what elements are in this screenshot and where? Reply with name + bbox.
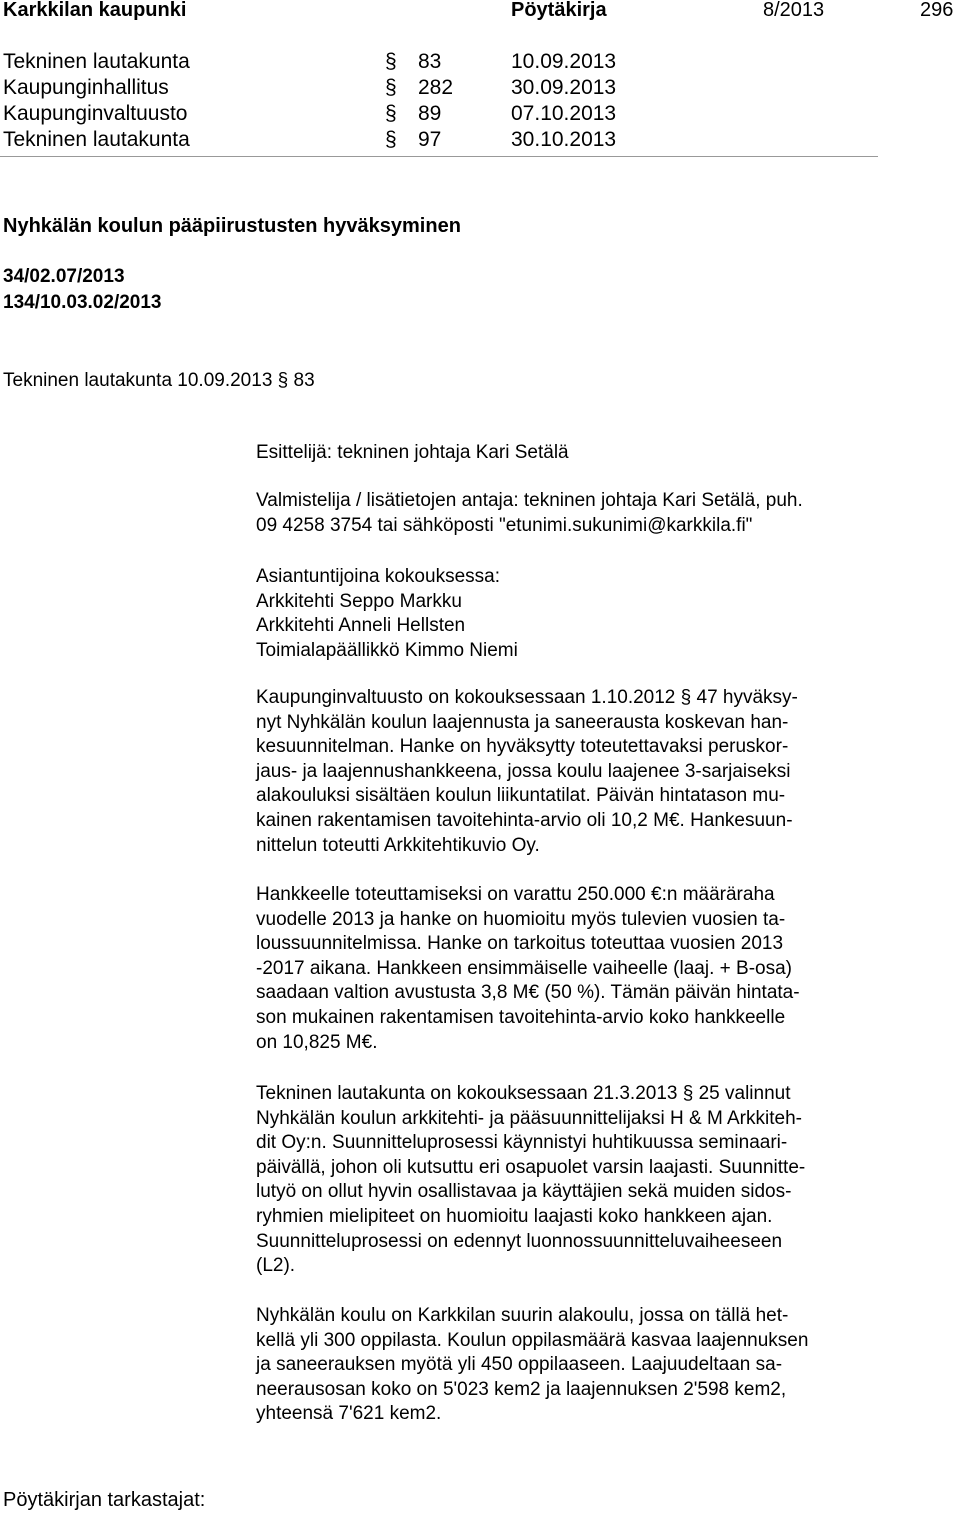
- history-body: Kaupunginvaltuusto: [3, 102, 188, 125]
- section-sign: §: [385, 128, 397, 151]
- body-paragraph: Hankkeelle toteuttamiseksi on varattu 250.000 €:n määräraha vuodelle 2013 ja hanke on huomioitu myös tulevien vuosien ta- loussuunnitelmissa. Hanke on tarkoitus toteuttaa vuosien 2013 -2017 aikana. Hankkeen ensimmäiselle vaiheelle (laaj. + B-osa) saadaan valtion avustusta 3,8 M€ (50 %). Tämän päivän hintata- son mukainen rakentamisen tavoitehinta-arvio koko hankkeelle on 10,825 M€.: [256, 884, 800, 1053]
- history-num: 97: [418, 128, 442, 151]
- section-sign: §: [385, 102, 397, 125]
- reference-number: 34/02.07/2013: [3, 266, 125, 287]
- body-paragraph: Kaupunginvaltuusto on kokouksessaan 1.10.2012 § 47 hyväksy- nyt Nyhkälän koulun laajennusta ja saneerausta koskevan han- kesuunnitelman. Hanke on hyväksytty toteutettavaksi peruskor- jaus- ja laajennushankkeena, jossa koulu laajenee 3-sarjaiseksi alakouluksi sisältäen koulun liikuntatilat. Päivän hintatason mu- kainen rakentamisen tavoitehinta-arvio oli 10,2 M€. Hankesuun- nittelun toteutti Arkkitehtikuvio Oy.: [256, 687, 798, 856]
- history-date: 07.10.2013: [511, 102, 617, 125]
- history-body: Tekninen lautakunta: [3, 50, 190, 73]
- history-row: [3, 127, 883, 153]
- reference-number: 134/10.03.02/2013: [3, 292, 162, 313]
- history-num: 282: [418, 76, 454, 99]
- body-paragraph: Tekninen lautakunta on kokouksessaan 21.3.2013 § 25 valinnut Nyhkälän koulun arkkitehti- ja pääsuunnittelijaksi H & M Arkkiteh- dit Oy:n. Suunnitteluprosessi käynnistyi huhtikuussa seminaari- päivällä, johon oli kutsuttu eri osapuolet varsin laajasti. Suunnitte- lutyö on ollut hyvin osallistavaa ja käyttäjien sekä muiden sidos- ryhmien mielipiteet on huomioitu laajasti koko hankkeen ajan. Suunnitteluprosessi on edennyt luonnossuunnitteluvaiheeseen (L2).: [256, 1083, 806, 1277]
- doc-type: Pöytäkirja: [511, 0, 607, 21]
- issue-number: 8/2013: [763, 0, 825, 21]
- meeting-heading: Tekninen lautakunta 10.09.2013 § 83: [3, 370, 315, 391]
- history-num: 83: [418, 50, 442, 73]
- history-body: Kaupunginhallitus: [3, 76, 169, 99]
- history-date: 30.09.2013: [511, 76, 617, 99]
- preparer-info: Valmistelija / lisätietojen antaja: tekninen johtaja Kari Setälä, puh. 09 4258 3754 tai sähköposti "etunimi.sukunimi@karkkila.fi": [256, 490, 803, 536]
- history-date: 10.09.2013: [511, 50, 617, 73]
- section-sign: §: [385, 76, 397, 99]
- experts-list: Asiantuntijoina kokouksessa: Arkkitehti Seppo Markku Arkkitehti Anneli Hellsten Toimialapäällikkö Kimmo Niemi: [256, 566, 518, 661]
- footer-inspectors: Pöytäkirjan tarkastajat:: [3, 1489, 206, 1511]
- section-sign: §: [385, 50, 397, 73]
- history-row: [3, 49, 883, 75]
- history-divider: [0, 156, 878, 157]
- history-row: [3, 75, 883, 101]
- page-number: 296: [920, 0, 954, 21]
- history-body: Tekninen lautakunta: [3, 128, 190, 151]
- presenter: Esittelijä: tekninen johtaja Kari Setälä: [256, 442, 569, 463]
- history-row: [3, 101, 883, 127]
- document-title: Nyhkälän koulun pääpiirustusten hyväksyminen: [3, 215, 461, 237]
- body-paragraph: Nyhkälän koulu on Karkkilan suurin alakoulu, jossa on tällä het- kellä yli 300 oppilasta. Koulun oppilasmäärä kasvaa laajennuksen ja saneerauksen myötä yli 450 oppilaaseen. Laajuudeltaan sa- neerausosan koko on 5'023 kem2 ja laajennuksen 2'598 kem2, yhteensä 7'621 kem2.: [256, 1305, 809, 1425]
- org-name: Karkkilan kaupunki: [3, 0, 187, 21]
- history-num: 89: [418, 102, 442, 125]
- history-date: 30.10.2013: [511, 128, 617, 151]
